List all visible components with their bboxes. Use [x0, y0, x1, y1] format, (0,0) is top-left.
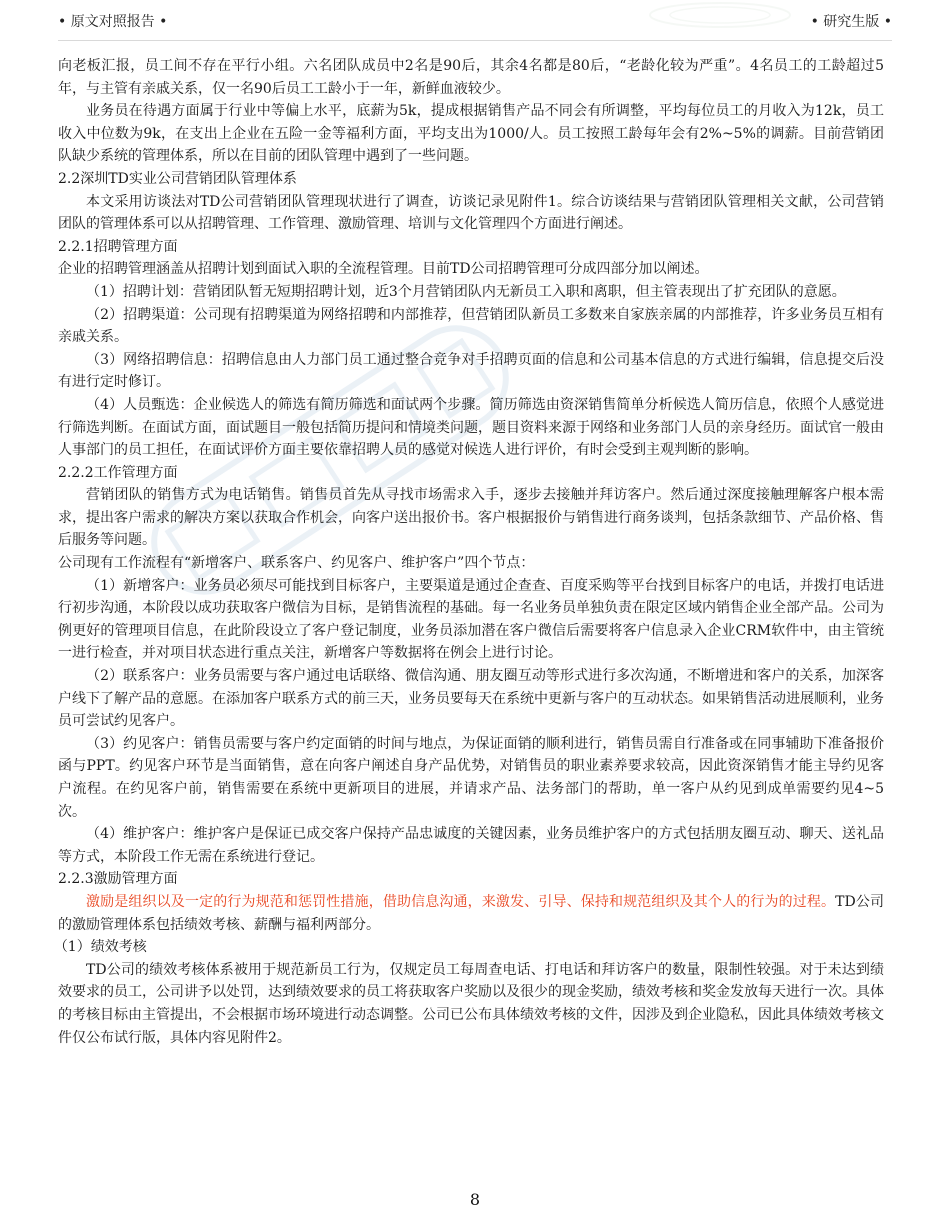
list-item: （3）网络招聘信息：招聘信息由人力部门员工通过整合竞争对手招聘页面的信息和公司基本信息的方式进行编辑，信息提交后没有进行定时修订。: [58, 351, 884, 391]
header-divider: [58, 40, 892, 41]
subsection-heading: 2.2.2工作管理方面: [58, 464, 178, 481]
subheading-item: （1）绩效考核: [53, 939, 147, 956]
list-item: （4）人员甄选：企业候选人的筛选有简历筛选和面试两个步骤。简历筛选由资深销售简单分析候选人简历信息，依照个人感觉进行筛选判断。在面试方面，面试题目一般包括简历提问和情境类问题，题目资料来源于网络和业务部门人员的亲身经历。面试官一般由人事部门的员工担任，在面试评价方面主要依靠招聘人员的感觉对候选人进行评价，有时会受到主观判断的影响。: [58, 396, 884, 459]
header-right-label: • 研究生版 •: [810, 14, 892, 30]
body-paragraph: 公司现有工作流程有“新增客户、联系客户、约见客户、维护客户”四个节点：: [58, 555, 535, 572]
body-paragraph: [58, 891, 884, 936]
section-heading: 2.2深圳TD实业公司营销团队管理体系: [58, 170, 297, 187]
header-left-label: • 原文对照报告 •: [58, 14, 168, 30]
body-paragraph: 营销团队的销售方式为电话销售。销售员首先从寻找市场需求入手，逐步去接触并拜访客户。然后通过深度接触理解客户根本需求，提出客户需求的解决方案以获取合作机会，向客户送出报价书。客户根据报价与销售进行商务谈判，包括条款细节、产品价格、售后服务等问题。: [58, 487, 884, 549]
body-paragraph: 本文采用访谈法对TD公司营销团队管理现状进行了调查，访谈记录见附件1。综合访谈结果与营销团队管理相关文献，公司营销团队的管理体系可以从招聘管理、工作管理、激励管理、培训与文化管理四个方面进行阐述。: [58, 193, 884, 233]
subsection-heading: 2.2.3激励管理方面: [58, 871, 178, 888]
header-ornament: [640, 0, 800, 30]
highlighted-definition: 激励是组织以及一定的行为规范和惩罚性措施，借助信息沟通，来激发、引导、保持和规范组织及其个人的行为的过程。: [86, 893, 836, 910]
list-item: （1）新增客户：业务员必须尽可能找到目标客户，主要渠道是通过企查查、百度采购等平台找到目标客户的电话，并拨打电话进行初步沟通，本阶段以成功获取客户微信为目标，是销售流程的基础。每一名业务员单独负责在限定区域内销售企业全部产品。公司为例更好的管理项目信息，在此阶段设立了客户登记制度，业务员添加潜在客户微信后需要将客户信息录入企业CRM软件中，由主管统一进行检查，并对项目状态进行重点关注，新增客户等数据将在例会上进行讨论。: [58, 577, 884, 662]
list-item: （1）招聘计划：营销团队暂无短期招聘计划，近3个月营销团队内无新员工入职和离职，但主管表现出了扩充团队的意愿。: [86, 283, 846, 300]
list-item: （4）维护客户：维护客户是保证已成交客户保持产品忠诚度的关键因素，业务员维护客户的方式包括朋友圈互动、聊天、送礼品等方式，本阶段工作无需在系统进行登记。: [58, 826, 884, 865]
body-paragraph: 业务员在待遇方面属于行业中等偏上水平，底薪为5k，提成根据销售产品不同会有所调整，平均每位员工的月收入为12k，员工收入中位数为9k，在支出上企业在五险一金等福利方面，平均支出为1000/人。员工按照工龄每年会有2%~5%的调薪。目前营销团队缺少系统的管理体系，所以在目前的团队管理中遇到了一些问题。: [58, 103, 884, 165]
body-paragraph: 向老板汇报，员工间不存在平行小组。六名团队成员中2名是90后，其余4名都是80后，“老龄化较为严重”。4名员工的工龄超过5年，与主管有亲戚关系，仅一名90后员工工龄小于一年，新鲜血液较少。: [58, 58, 884, 97]
subsection-heading: 2.2.1招聘管理方面: [58, 238, 178, 255]
list-item: （2）联系客户：业务员需要与客户通过电话联络、微信沟通、朋友圈互动等形式进行多次沟通，不断增进和客户的关系，加深客户线下了解产品的意愿。在添加客户联系方式的前三天，业务员要每天在系统中更新与客户的互动状态。如果销售活动进展顺利，业务员可尝试约见客户。: [58, 668, 884, 730]
list-item: （2）招聘渠道：公司现有招聘渠道为网络招聘和内部推荐，但营销团队新员工多数来自家族亲属的内部推荐，许多业务员互相有亲戚关系。: [58, 306, 884, 346]
body-paragraph: TD公司的绩效考核体系被用于规范新员工行为，仅规定员工每周查电话、打电话和拜访客户的数量，限制性较强。对于未达到绩效要求的员工，公司讲予以处罚，达到绩效要求的员工将获取客户奖励以及很少的现金奖励，绩效考核和奖金发放每天进行一次。具体的考核目标由主管提出，不会根据市场环境进行动态调整。公司已公布具体绩效考核的文件，因涉及到企业隐私，因此具体绩效考核文件仅公布试行版，具体内容见附件2。: [58, 961, 884, 1046]
body-paragraph: 企业的招聘管理涵盖从招聘计划到面试入职的全流程管理。目前TD公司招聘管理可分成四部分加以阐述。: [58, 261, 709, 278]
paragraph-continuation: TD公司的激励管理体系包括绩效考核、薪酬与福利两部分。: [58, 893, 885, 933]
page-number: 8: [469, 1190, 481, 1209]
document-body: [53, 55, 885, 1049]
list-item: （3）约见客户：销售员需要与客户约定面销的时间与地点，为保证面销的顺利进行，销售员需自行准备或在同事辅助下准备报价函与PPT。约见客户环节是当面销售，意在向客户阐述自身产品优势，对销售员的职业素养要求较高，因此资深销售才能主导约见客户流程。在约见客户前，销售需要在系统中更新项目的进展，并请求产品、法务部门的帮助，单一客户从约见到成单需要约见4~5次。: [58, 735, 884, 820]
